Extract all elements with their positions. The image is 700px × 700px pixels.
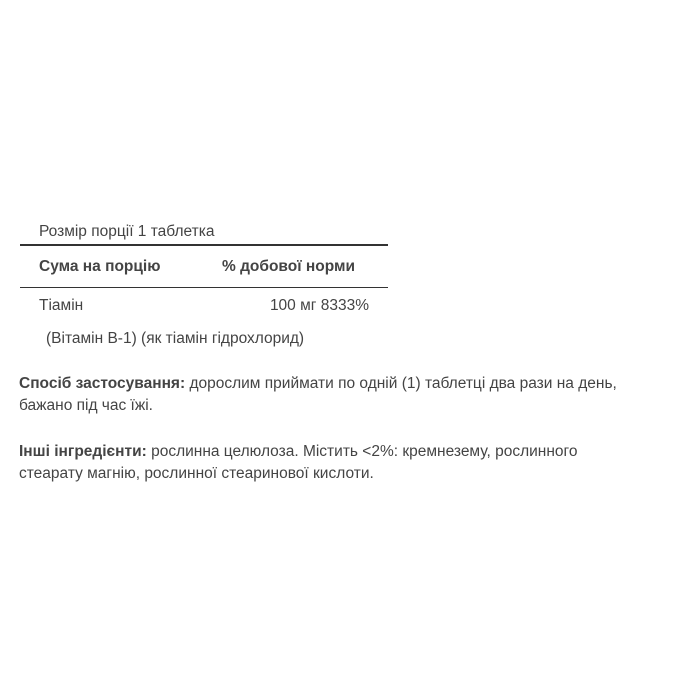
other-ingredients bbox=[19, 441, 694, 485]
nutrient-row-thiamin bbox=[20, 288, 388, 324]
other-ingredients-label: Інші інгредієнти: bbox=[19, 443, 147, 460]
usage-label: Спосіб застосування: bbox=[19, 375, 186, 392]
usage-text-line1: дорослим приймати по одній (1) таблетці два рази на день, bbox=[185, 375, 617, 392]
nutrient-amount-dv: 100 мг 8333% bbox=[269, 297, 369, 314]
daily-value-header: % добової норми bbox=[222, 258, 355, 275]
other-ingredients-text-line2: стеарату магнію, рослинної стеаринової кислоти. bbox=[19, 465, 374, 482]
nutrient-detail: (Вітамін B-1) (як тіамін гідрохлорид) bbox=[46, 330, 305, 347]
usage-directions bbox=[19, 373, 694, 417]
serving-size: Розмір порції 1 таблетка bbox=[20, 219, 388, 246]
nutrient-name: Тіамін bbox=[39, 297, 84, 314]
facts-header-row bbox=[20, 246, 388, 288]
usage-text-line2: бажано під час їжі. bbox=[19, 397, 153, 414]
other-ingredients-text-line1: рослинна целюлоза. Містить <2%: кремнезему, рослинного bbox=[146, 443, 578, 460]
supplement-facts-table bbox=[20, 219, 388, 354]
amount-per-serving-header: Сума на порцію bbox=[39, 258, 161, 275]
